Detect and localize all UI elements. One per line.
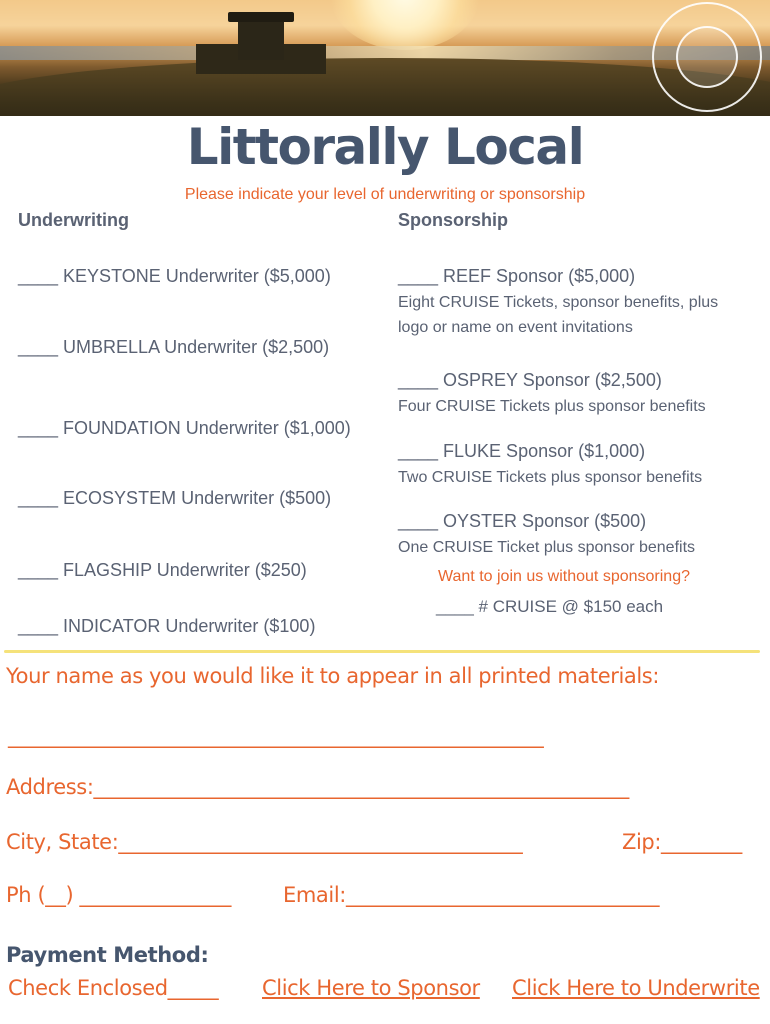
- sponsor-option-fluke[interactable]: ____ FLUKE Sponsor ($1,000): [398, 441, 646, 461]
- sponsor-reef-desc-line-1: Eight CRUISE Tickets, sponsor benefits, plus: [398, 294, 719, 311]
- sponsor-fluke-desc: Two CRUISE Tickets plus sponsor benefits: [398, 469, 703, 486]
- page-title: Littorally Local: [186, 118, 584, 176]
- sun-glow: [330, 0, 480, 50]
- sponsorship-heading: Sponsorship: [398, 210, 509, 230]
- underwrite-link[interactable]: Click Here to Underwrite: [512, 976, 760, 1000]
- sponsor-option-reef[interactable]: ____ REEF Sponsor ($5,000): [398, 266, 636, 286]
- sponsor-option-osprey[interactable]: ____ OSPREY Sponsor ($2,500): [398, 370, 662, 390]
- sponsor-osprey-desc: Four CRUISE Tickets plus sponsor benefits: [398, 398, 706, 415]
- underwriting-option-ecosystem[interactable]: ____ ECOSYSTEM Underwriter ($500): [18, 488, 332, 508]
- underwriting-option-keystone[interactable]: ____ KEYSTONE Underwriter ($5,000): [18, 266, 331, 286]
- sponsor-option-oyster[interactable]: ____ OYSTER Sponsor ($500): [398, 511, 647, 531]
- underwriting-option-indicator[interactable]: ____ INDICATOR Underwriter ($100): [18, 616, 316, 636]
- payment-method-heading: Payment Method:: [6, 943, 209, 967]
- city-state-field[interactable]: City, State:________________________________________: [6, 830, 523, 854]
- header-photo: [0, 0, 770, 116]
- underwriting-option-flagship[interactable]: ____ FLAGSHIP Underwriter ($250): [18, 560, 307, 580]
- sponsor-reef-desc-line-2: logo or name on event invitations: [398, 319, 633, 336]
- address-field[interactable]: Address:_____________________________________________________: [6, 775, 629, 799]
- sponsor-link[interactable]: Click Here to Sponsor: [262, 976, 480, 1000]
- society-seal-logo: [652, 2, 762, 112]
- page-subtitle: Please indicate your level of underwriting or sponsorship: [184, 186, 586, 203]
- zip-field[interactable]: Zip:________: [622, 830, 742, 854]
- phone-field[interactable]: Ph (__) _______________: [6, 883, 232, 907]
- tower-roof: [228, 12, 294, 22]
- name-field-line[interactable]: _____________________________________________________: [8, 724, 544, 748]
- sponsor-oyster-desc: One CRUISE Ticket plus sponsor benefits: [398, 539, 696, 556]
- email-field[interactable]: Email:_______________________________: [283, 883, 660, 907]
- section-divider: [4, 650, 760, 653]
- check-enclosed-field[interactable]: Check Enclosed_____: [8, 976, 219, 1000]
- underwriting-option-foundation[interactable]: ____ FOUNDATION Underwriter ($1,000): [18, 418, 351, 438]
- seal-fish-emblem: [676, 26, 738, 88]
- cruise-ticket-field[interactable]: ____ # CRUISE @ $150 each: [436, 597, 664, 616]
- name-field-label: Your name as you would like it to appear in all printed materials:: [6, 664, 660, 688]
- underwriting-option-umbrella[interactable]: ____ UMBRELLA Underwriter ($2,500): [18, 337, 330, 357]
- join-without-sponsoring-prompt: Want to join us without sponsoring?: [438, 568, 690, 585]
- underwriting-heading: Underwriting: [18, 210, 129, 230]
- lookout-tower: [238, 20, 284, 60]
